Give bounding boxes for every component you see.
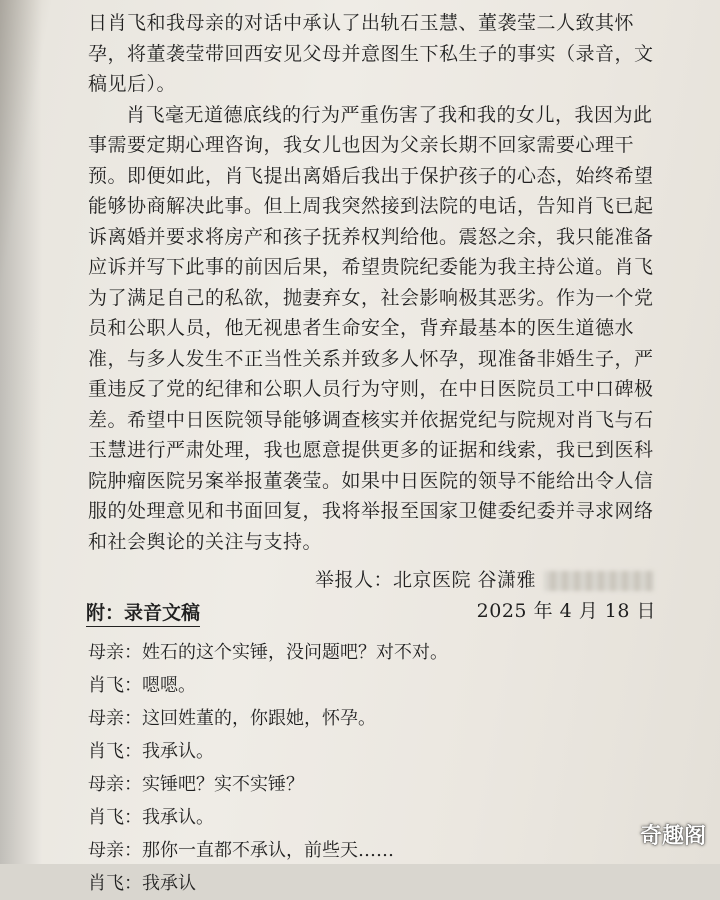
appendix-title: 附：录音文稿 bbox=[86, 598, 200, 627]
speaker-label: 肖飞： bbox=[88, 807, 142, 828]
transcript-row bbox=[88, 867, 670, 900]
body-line: 能够协商解决此事。但上周我突然接到法院的电话，告知肖飞已起 bbox=[88, 195, 654, 217]
transcript-row bbox=[88, 768, 670, 801]
body-line: 重违反了党的纪律和公职人员行为守则，在中日医院员工中口碑极 bbox=[88, 378, 654, 400]
body-line: 日肖飞和我母亲的对话中承认了出轨石玉慧、董袭莹二人致其怀 bbox=[88, 12, 635, 34]
speaker-label: 母亲： bbox=[88, 642, 142, 663]
body-line: 诉离婚并要求将房产和孩子抚养权判给他。震怒之余，我只能准备 bbox=[88, 225, 654, 248]
transcript-row bbox=[88, 636, 670, 669]
body-line: 事需要定期心理咨询，我女儿也因为父亲长期不回家需要心理干 bbox=[88, 134, 635, 156]
body-line: 服的处理意见和书面回复，我将举报至国家卫健委纪委并寻求网络 bbox=[88, 500, 654, 522]
speaker-label: 肖飞： bbox=[88, 741, 142, 762]
speaker-label: 肖飞： bbox=[88, 873, 142, 894]
speech-text: 实锤吧？实不实锤？ bbox=[142, 774, 304, 795]
body-line: 院肿瘤医院另案举报董袭莹。如果中日医院的领导不能给出令人信 bbox=[88, 469, 654, 492]
speech-text: 姓石的这个实锤，没问题吧？对不对。 bbox=[142, 642, 448, 663]
body-line: 差。希望中日医院领导能够调查核实并依据党纪与院规对肖飞与石 bbox=[88, 408, 654, 431]
page-shadow bbox=[0, 0, 42, 864]
speaker-label: 母亲： bbox=[88, 840, 142, 861]
speaker-label: 母亲： bbox=[88, 774, 142, 795]
signature-line bbox=[88, 565, 670, 596]
speech-text: 嗯嗯。 bbox=[142, 675, 196, 696]
speech-text: 我承认。 bbox=[142, 741, 214, 762]
speaker-label: 肖飞： bbox=[88, 675, 142, 696]
transcript-row bbox=[88, 702, 670, 735]
body-line: 玉慧进行严肃处理，我也愿意提供更多的证据和线索，我已到医科 bbox=[88, 439, 654, 461]
transcript-row bbox=[88, 669, 670, 702]
body-line: 孕，将董袭莹带回西安见父母并意图生下私生子的事实（录音，文 bbox=[88, 42, 654, 65]
body-line: 准，与多人发生不正当性关系并致多人怀孕，现准备非婚生子，严 bbox=[88, 347, 654, 370]
body-line: 肖飞毫无道德底线的行为严重伤害了我和我的女儿，我因为此 bbox=[126, 103, 653, 126]
body-line: 应诉并写下此事的前因后果，希望贵院纪委能为我主持公道。肖飞 bbox=[88, 256, 654, 278]
body-line: 为了满足自己的私欲，抛妻弃女，社会影响极其恶劣。作为一个党 bbox=[88, 286, 654, 309]
signature-text: 举报人：北京医院 谷潇雅 bbox=[314, 569, 536, 591]
date-line: 2025 年 4 月 18 日 bbox=[476, 599, 656, 622]
speech-text: 这回姓董的，你跟她，怀孕。 bbox=[142, 708, 376, 729]
speaker-label: 母亲： bbox=[88, 708, 142, 729]
speech-text: 我承认 bbox=[142, 873, 196, 894]
body-line: 和社会舆论的关注与支持。 bbox=[88, 530, 323, 553]
speech-text: 我承认。 bbox=[142, 807, 214, 828]
letter-body bbox=[88, 8, 670, 626]
body-line: 稿见后）。 bbox=[88, 73, 177, 95]
body-line: 预。即便如此，肖飞提出离婚后我出于保护孩子的心态，始终希望 bbox=[88, 164, 654, 187]
body-line: 员和公职人员，他无视患者生命安全，背弃最基本的医生道德水 bbox=[88, 317, 635, 339]
transcript-row bbox=[88, 801, 670, 834]
transcript-row bbox=[88, 834, 670, 867]
speech-text: 那你一直都不承认，前些天…… bbox=[142, 840, 394, 861]
transcript bbox=[88, 636, 670, 900]
redacted-block bbox=[544, 571, 654, 591]
transcript-row bbox=[88, 735, 670, 768]
watermark-logo: 奇趣阁 bbox=[639, 824, 706, 849]
